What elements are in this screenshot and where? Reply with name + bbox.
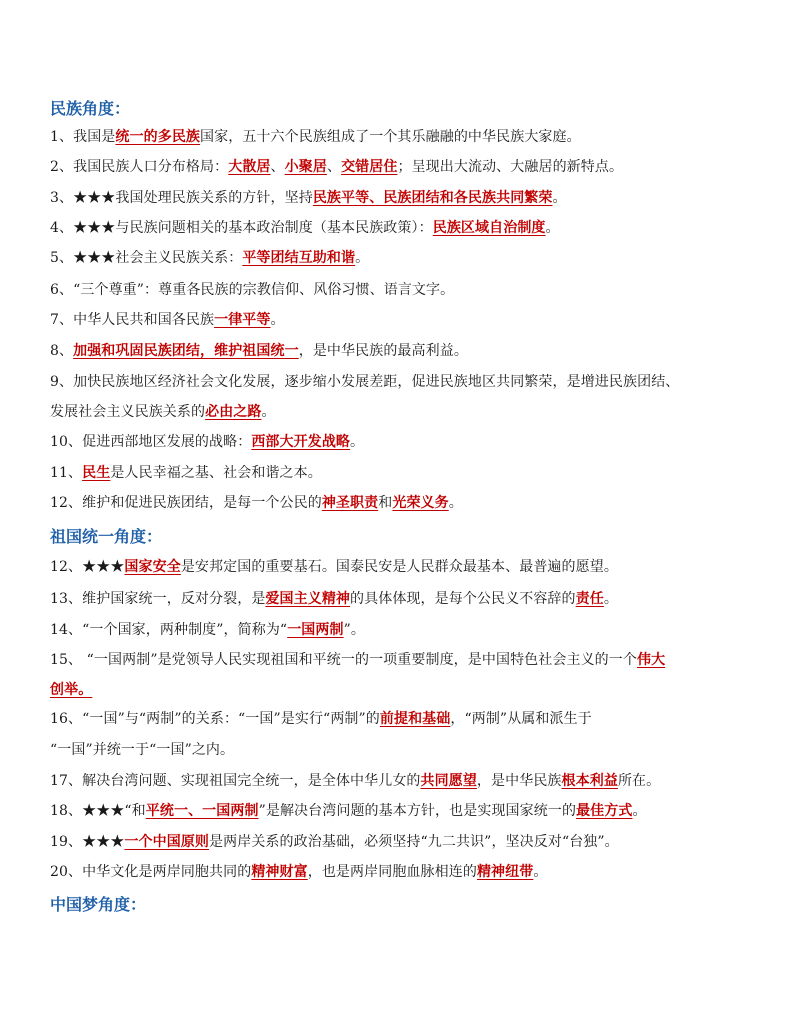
text-segment: 3、★★★我国处理民族关系的方针，坚持 xyxy=(50,190,313,206)
text-segment: 14、“一个国家，两种制度”，简称为“ xyxy=(50,622,288,638)
minzu-line xyxy=(50,341,468,361)
minzu-line xyxy=(50,218,560,238)
text-segment: 18、★★★“和 xyxy=(50,803,146,819)
text-segment: 。 xyxy=(552,190,567,206)
text-segment: 1、我国是 xyxy=(50,129,116,145)
text-segment: 15、 “一国两制”是党领导人民实现祖国和平统一的一项重要制度，是中国特色社会主义的一个 xyxy=(50,652,637,668)
keyword-highlight: 平统一、一国两制 xyxy=(145,803,259,819)
keyword-highlight: 精神财富 xyxy=(251,864,308,880)
keyword-highlight: 统一的多民族 xyxy=(115,129,201,145)
text-segment: 19、★★★ xyxy=(50,834,125,850)
keyword-highlight: 责任 xyxy=(575,591,604,607)
keyword-highlight: 国家安全 xyxy=(124,559,181,575)
text-segment: 8、 xyxy=(50,343,74,359)
keyword-highlight: 西部大开发战略 xyxy=(251,434,351,450)
text-segment: 4、★★★与民族问题相关的基本政治制度（基本民族政策）： xyxy=(50,220,433,236)
text-segment: 。 xyxy=(261,404,276,420)
text-segment: ，是中华民族的最高利益。 xyxy=(298,343,468,359)
text-segment: ；呈现出大流动、大融居的新特点。 xyxy=(397,159,624,175)
zuguo-line xyxy=(50,557,618,577)
keyword-highlight: 光荣义务 xyxy=(392,495,449,511)
minzu-line xyxy=(50,248,369,268)
text-segment: 2、我国民族人口分布格局： xyxy=(50,159,229,175)
text-segment: 。 xyxy=(603,591,618,607)
minzu-line xyxy=(50,432,364,452)
zuguo-line xyxy=(50,832,619,852)
text-segment: 和 xyxy=(378,495,393,511)
text-segment: 。 xyxy=(533,864,548,880)
section-heading-zuguo: 祖国统一角度： xyxy=(50,527,163,546)
keyword-highlight: 根本利益 xyxy=(561,773,618,789)
keyword-highlight: 创举。 xyxy=(50,682,93,698)
keyword-highlight: 民族区域自治制度 xyxy=(432,220,546,236)
section-heading-minzu: 民族角度： xyxy=(50,99,131,118)
keyword-highlight: 加强和巩固民族团结，维护祖国统一 xyxy=(73,343,299,359)
keyword-highlight: 小聚居 xyxy=(284,159,327,175)
zuguo-line xyxy=(50,771,660,791)
minzu-line xyxy=(50,157,623,177)
keyword-highlight: 交错居住 xyxy=(341,159,398,175)
text-segment: 。 xyxy=(545,220,560,236)
text-segment: “一国”并统一于“一国”之内。 xyxy=(50,742,235,758)
keyword-highlight: 民生 xyxy=(82,465,111,481)
zuguo-line xyxy=(50,589,618,609)
text-segment: 12、★★★ xyxy=(50,559,125,575)
text-segment: ”。 xyxy=(343,622,365,638)
minzu-line xyxy=(50,188,567,208)
text-segment: ”是解决台湾问题的基本方针，也是实现国家统一的 xyxy=(258,803,577,819)
text-segment: 。 xyxy=(632,803,647,819)
text-segment: 10、促进西部地区发展的战略： xyxy=(50,434,252,450)
text-segment: 5、★★★社会主义民族关系： xyxy=(50,250,243,266)
keyword-highlight: 大散居 xyxy=(228,159,271,175)
text-segment: 13、维护国家统一，反对分裂，是 xyxy=(50,591,266,607)
zuguo-line xyxy=(50,650,665,670)
text-segment: 6、“三个尊重”：尊重各民族的宗教信仰、风俗习惯、语言文字。 xyxy=(50,282,455,298)
text-segment: 是人民幸福之基、社会和谐之本。 xyxy=(110,465,322,481)
keyword-highlight: 最佳方式 xyxy=(576,803,633,819)
text-segment: ，是中华民族 xyxy=(476,773,562,789)
keyword-highlight: 前提和基础 xyxy=(379,711,451,727)
minzu-line xyxy=(50,310,285,330)
text-segment: 是安邦定国的重要基石。国泰民安是人民群众最基本、最普遍的愿望。 xyxy=(180,559,618,575)
text-segment: 7、中华人民共和国各民族 xyxy=(50,312,215,328)
keyword-highlight: 一律平等 xyxy=(214,312,271,328)
keyword-highlight: 精神纽带 xyxy=(476,864,534,880)
minzu-line xyxy=(50,463,322,483)
section-heading-zhongguomeng: 中国梦角度： xyxy=(50,895,147,914)
text-segment: 。 xyxy=(270,312,285,328)
text-segment: 、 xyxy=(326,159,342,175)
keyword-highlight: 爱国主义精神 xyxy=(265,591,351,607)
text-segment: 。 xyxy=(350,434,365,450)
text-segment: 11、 xyxy=(50,465,83,481)
zuguo-line xyxy=(50,862,547,882)
text-segment: 9、加快民族地区经济社会文化发展，逐步缩小发展差距，促进民族地区共同繁荣，是增进民族团结、 xyxy=(50,374,680,390)
text-segment: ，“两制”从属和派生于 xyxy=(450,711,592,727)
zuguo-line xyxy=(50,620,365,640)
text-segment: 17、解决台湾问题、实现祖国完全统一，是全体中华儿女的 xyxy=(50,773,421,789)
text-segment: 国家，五十六个民族组成了一个其乐融融的中华民族大家庭。 xyxy=(200,129,581,145)
text-segment: 16、“一国”与“两制”的关系：“一国”是实行“两制”的 xyxy=(50,711,380,727)
minzu-line xyxy=(50,402,276,422)
zuguo-line xyxy=(50,709,592,729)
text-segment: 。 xyxy=(355,250,370,266)
zuguo-line xyxy=(50,740,234,760)
text-segment: 。 xyxy=(448,495,463,511)
text-segment: 20、中华文化是两岸同胞共同的 xyxy=(50,864,252,880)
minzu-line xyxy=(50,127,581,147)
text-segment: 发展社会主义民族关系的 xyxy=(50,404,206,420)
keyword-highlight: 一国两制 xyxy=(287,622,344,638)
minzu-line xyxy=(50,280,454,300)
keyword-highlight: 共同愿望 xyxy=(420,773,477,789)
keyword-highlight: 必由之路 xyxy=(205,404,262,420)
keyword-highlight: 伟大 xyxy=(636,652,666,668)
zuguo-line xyxy=(50,680,92,700)
text-segment: 是两岸关系的政治基础，必须坚持“九二共识”，坚决反对“台独”。 xyxy=(209,834,619,850)
text-segment: 12、维护和促进民族团结，是每一个公民的 xyxy=(50,495,322,511)
text-segment: ，也是两岸同胞血脉相连的 xyxy=(307,864,477,880)
minzu-line xyxy=(50,372,679,392)
text-segment: 、 xyxy=(270,159,285,175)
keyword-highlight: 神圣职责 xyxy=(321,495,379,511)
keyword-highlight: 平等团结互助和谐 xyxy=(242,250,356,266)
keyword-highlight: 民族平等、民族团结和各民族共同繁荣 xyxy=(312,190,553,206)
minzu-line xyxy=(50,493,463,513)
text-segment: 所在。 xyxy=(617,773,661,789)
zuguo-line xyxy=(50,801,647,821)
text-segment: 的具体体现，是每个公民义不容辞的 xyxy=(350,591,576,607)
keyword-highlight: 一个中国原则 xyxy=(124,834,210,850)
